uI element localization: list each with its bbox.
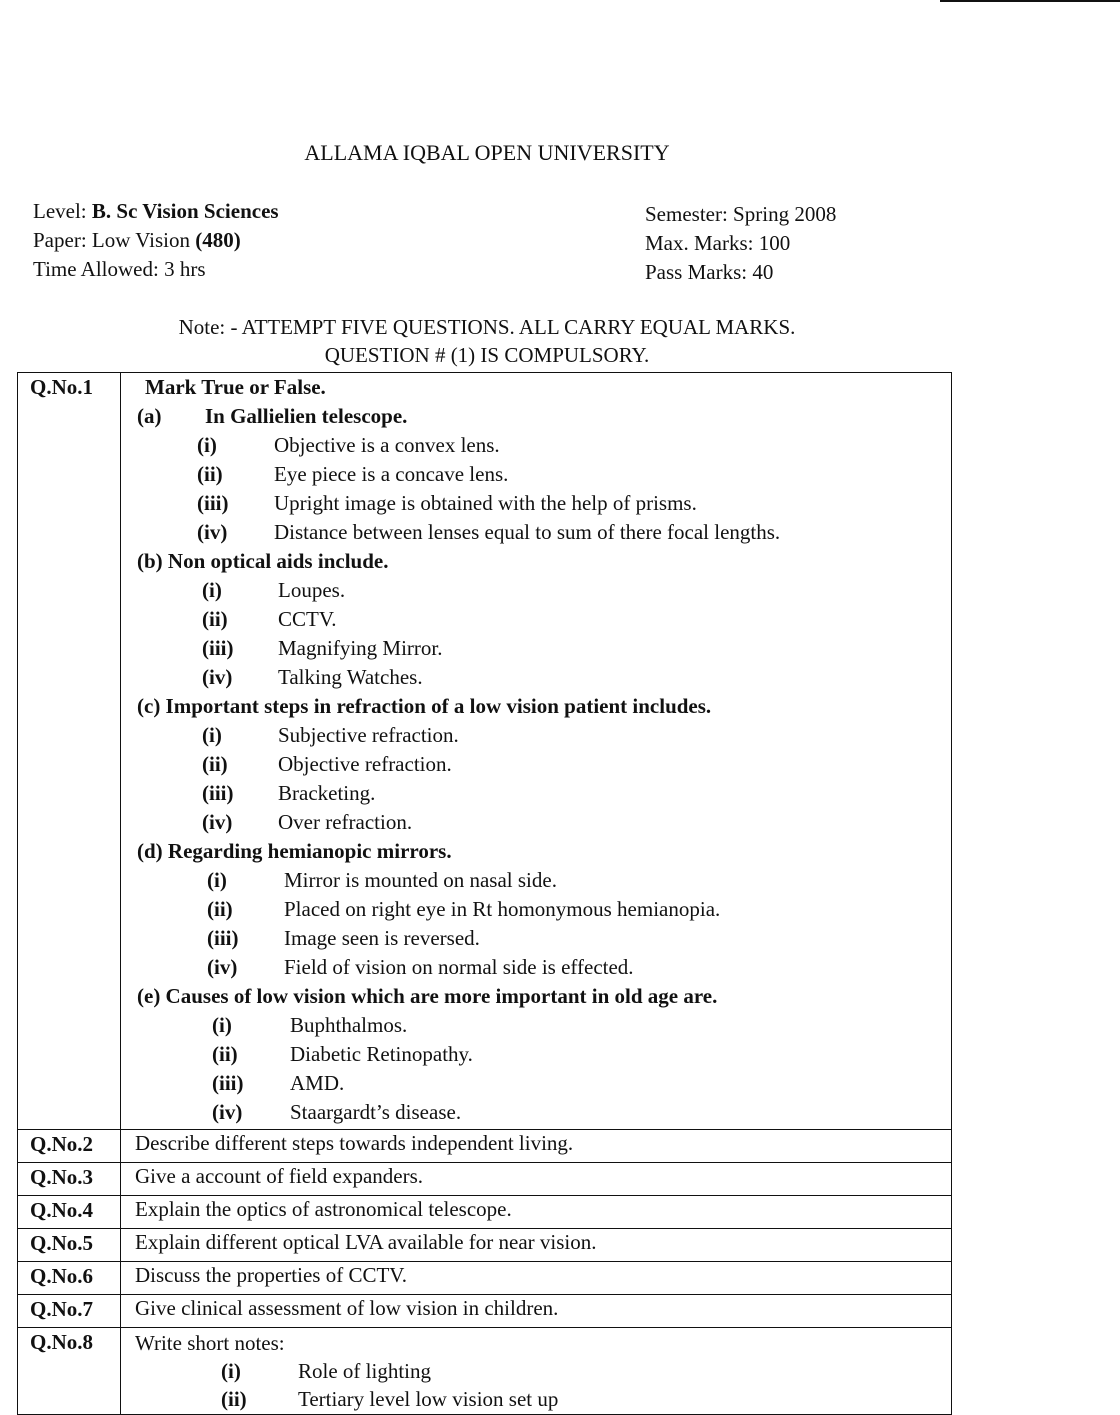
list-item (135, 1357, 951, 1385)
item-number: (ii) (207, 897, 233, 921)
item-text: Field of vision on normal side is effected. (284, 955, 634, 979)
list-item (121, 634, 951, 663)
question-text: Give clinical assessment of low vision in children. (121, 1295, 952, 1328)
item-number: (i) (221, 1359, 241, 1383)
question-text: Explain different optical LVA available for near vision. (121, 1229, 952, 1262)
question-number: Q.No.4 (18, 1196, 121, 1229)
section-a-title (121, 402, 951, 431)
item-text: Upright image is obtained with the help of prisms. (274, 491, 697, 515)
section-c-title: (c) Important steps in refraction of a low vision patient includes. (137, 694, 712, 718)
question-number: Q.No.1 (18, 373, 121, 1130)
level-label: Level: (33, 199, 87, 223)
max-marks: Max. Marks: 100 (645, 231, 791, 255)
item-number: (iv) (207, 955, 238, 979)
question-row-7 (18, 1295, 952, 1328)
list-item (121, 953, 951, 982)
note-line-1: Note: - ATTEMPT FIVE QUESTIONS. ALL CARRY EQUAL MARKS. (178, 315, 796, 339)
list-item (121, 1040, 951, 1069)
item-number: (ii) (197, 462, 223, 486)
top-rule (940, 0, 1120, 2)
list-item (121, 576, 951, 605)
item-text: Eye piece is a concave lens. (274, 462, 509, 486)
item-number: (ii) (202, 607, 228, 631)
item-number: (ii) (221, 1387, 247, 1411)
section-a-label: (a) (137, 404, 162, 428)
item-number: (iv) (202, 665, 233, 689)
item-number: (iii) (197, 491, 229, 515)
question-text: Describe different steps towards independent living. (121, 1130, 952, 1163)
item-number: (i) (207, 868, 227, 892)
question-number: Q.No.3 (18, 1163, 121, 1196)
list-item (121, 750, 951, 779)
paper-code: (480) (195, 228, 241, 252)
section-a-text: In Gallielien telescope. (205, 404, 408, 428)
item-number: (i) (202, 723, 222, 747)
question-1-body (121, 373, 952, 1130)
question-row-8 (18, 1328, 952, 1415)
list-item (121, 808, 951, 837)
list-item (121, 721, 951, 750)
item-number: (iv) (202, 810, 233, 834)
exam-info-left (33, 197, 279, 284)
item-text: Distance between lenses equal to sum of there focal lengths. (274, 520, 781, 544)
item-text: Talking Watches. (278, 665, 423, 689)
item-number: (iii) (212, 1071, 244, 1095)
list-item (121, 518, 951, 547)
list-item (121, 1011, 951, 1040)
item-text: Staargardt’s disease. (290, 1100, 462, 1124)
question-text: Discuss the properties of CCTV. (121, 1262, 952, 1295)
item-text: Objective is a convex lens. (274, 433, 500, 457)
list-item (121, 895, 951, 924)
question-row-2 (18, 1130, 952, 1163)
item-text: Diabetic Retinopathy. (290, 1042, 473, 1066)
question-number: Q.No.7 (18, 1295, 121, 1328)
item-text: Mirror is mounted on nasal side. (284, 868, 557, 892)
time-allowed: Time Allowed: 3 hrs (33, 257, 206, 281)
item-text: Placed on right eye in Rt homonymous hemianopia. (284, 897, 721, 921)
question-row-6 (18, 1262, 952, 1295)
pass-marks: Pass Marks: 40 (645, 260, 774, 284)
university-title: ALLAMA IQBAL OPEN UNIVERSITY (304, 140, 670, 165)
item-text: Tertiary level low vision set up (298, 1387, 559, 1411)
item-number: (i) (197, 433, 217, 457)
item-text: Subjective refraction. (278, 723, 459, 747)
question-text: Explain the optics of astronomical telescope. (121, 1196, 952, 1229)
question-number: Q.No.5 (18, 1229, 121, 1262)
question-row-3 (18, 1163, 952, 1196)
item-number: (iii) (202, 636, 234, 660)
item-text: Image seen is reversed. (284, 926, 480, 950)
question-text: Give a account of field expanders. (121, 1163, 952, 1196)
item-text: Over refraction. (278, 810, 413, 834)
question-8-body (121, 1328, 952, 1415)
list-item (121, 489, 951, 518)
question-number: Q.No.8 (18, 1328, 121, 1415)
item-number: (iii) (202, 781, 234, 805)
section-d-title: (d) Regarding hemianopic mirrors. (137, 839, 452, 863)
item-text: CCTV. (278, 607, 337, 631)
exam-info-right (645, 200, 836, 287)
list-item (121, 779, 951, 808)
list-item (121, 460, 951, 489)
section-b-title: (b) Non optical aids include. (137, 549, 389, 573)
item-number: (ii) (212, 1042, 238, 1066)
list-item (121, 924, 951, 953)
questions-table (17, 372, 952, 1415)
item-text: Magnifying Mirror. (278, 636, 443, 660)
paper-line (33, 226, 279, 255)
item-number: (iv) (212, 1100, 243, 1124)
item-text: Bracketing. (278, 781, 376, 805)
item-text: AMD. (290, 1071, 345, 1095)
list-item (121, 605, 951, 634)
section-e-title: (e) Causes of low vision which are more important in old age are. (137, 984, 718, 1008)
item-number: (i) (202, 578, 222, 602)
level-line (33, 197, 279, 226)
list-item (135, 1385, 951, 1413)
item-number: (ii) (202, 752, 228, 776)
question-row-5 (18, 1229, 952, 1262)
item-number: (i) (212, 1013, 232, 1037)
item-number: (iv) (197, 520, 228, 544)
question-number: Q.No.6 (18, 1262, 121, 1295)
item-text: Objective refraction. (278, 752, 452, 776)
list-item (121, 1069, 951, 1098)
list-item (121, 866, 951, 895)
item-text: Loupes. (278, 578, 346, 602)
list-item (121, 1098, 951, 1127)
q1-heading: Mark True or False. (145, 375, 326, 399)
level-value: B. Sc Vision Sciences (91, 199, 279, 223)
question-row-4 (18, 1196, 952, 1229)
list-item (121, 431, 951, 460)
question-number: Q.No.2 (18, 1130, 121, 1163)
item-number: (iii) (207, 926, 239, 950)
list-item (121, 663, 951, 692)
paper-label: Paper: Low Vision (33, 228, 191, 252)
semester: Semester: Spring 2008 (645, 202, 837, 226)
question-row-1 (18, 373, 952, 1130)
note-line-2: QUESTION # (1) IS COMPULSORY. (324, 343, 650, 367)
item-text: Role of lighting (298, 1359, 431, 1383)
question-text: Write short notes: (135, 1331, 285, 1355)
item-text: Buphthalmos. (290, 1013, 408, 1037)
instructions-note (0, 313, 974, 369)
